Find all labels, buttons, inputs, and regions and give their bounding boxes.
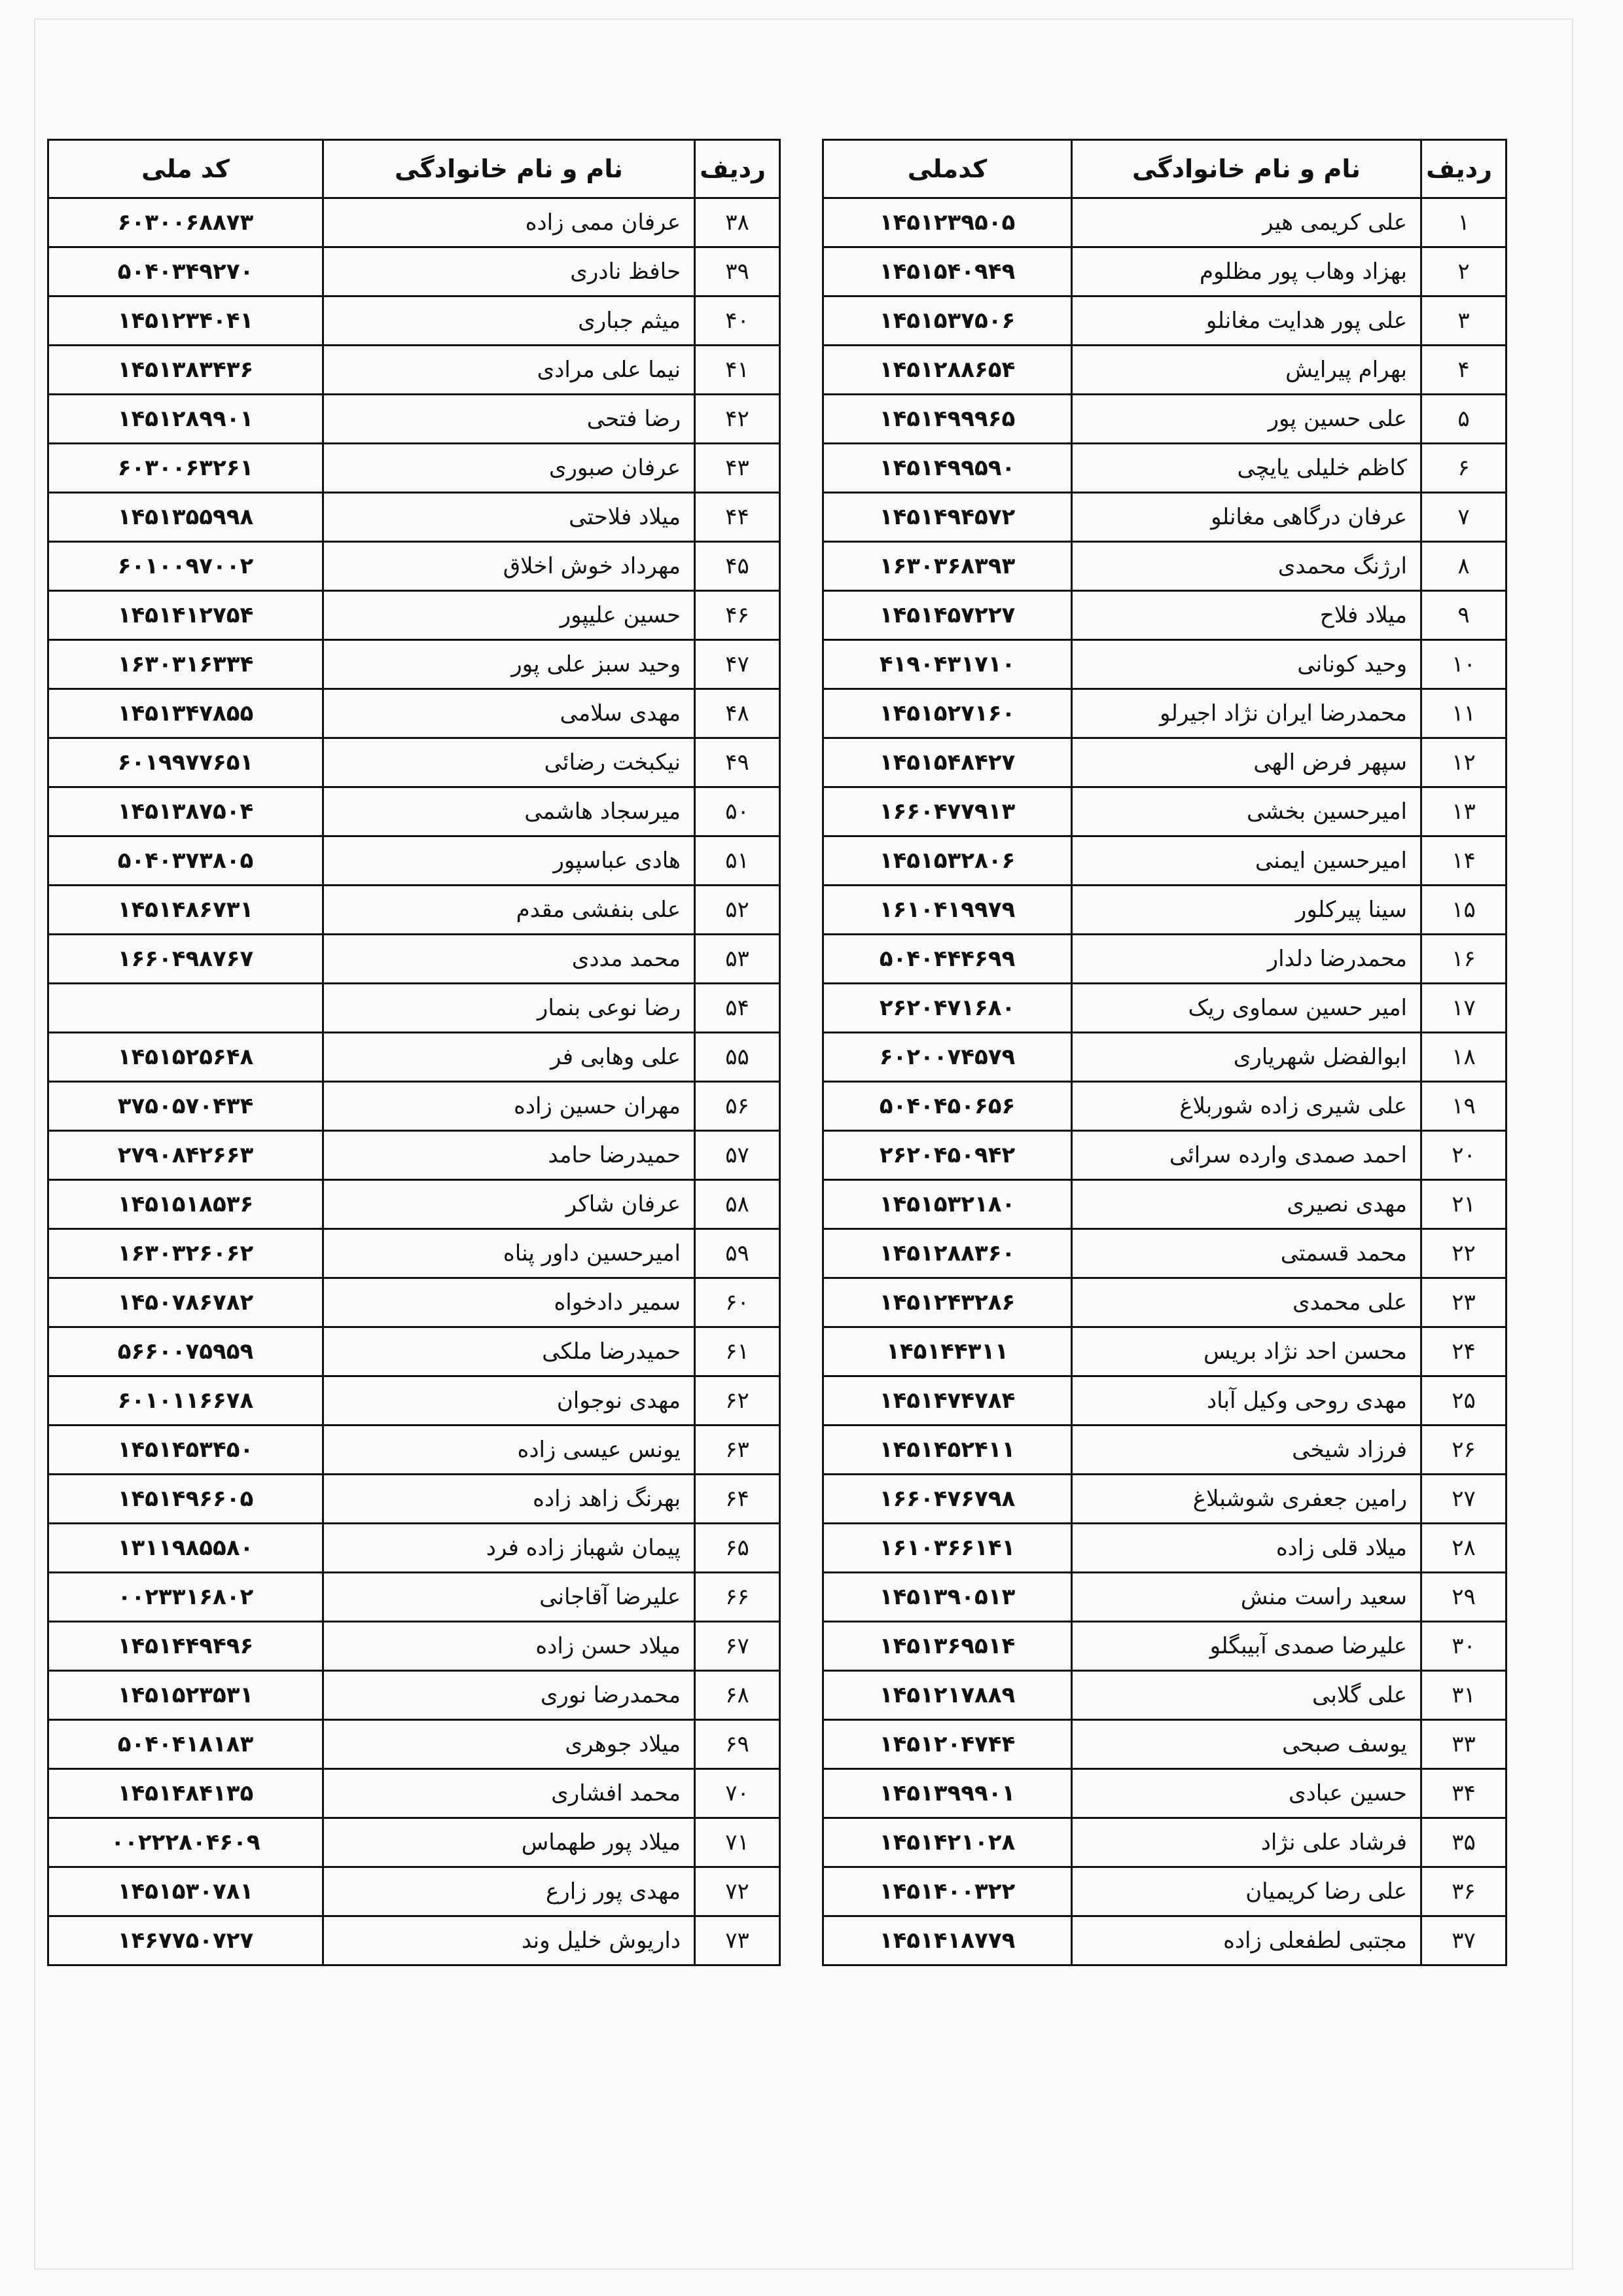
row-number-cell: ۵۲ [695,886,780,935]
row-number-cell: ۴۶ [695,591,780,640]
full-name-cell: ابوالفضل شهریاری [1072,1033,1421,1082]
row-number-cell: ۱۵ [1421,886,1507,935]
table-row [48,591,780,640]
row-number-cell: ۷۲ [695,1867,780,1916]
table-row [823,1671,1507,1720]
full-name-cell: یونس عیسی زاده [323,1426,695,1475]
row-number-cell: ۵۵ [695,1033,780,1082]
full-name-cell: حمیدرضا حامد [323,1131,695,1180]
row-number-cell: ۳۵ [1421,1818,1507,1867]
table-row [48,1131,780,1180]
full-name-cell: عرفان شاکر [323,1180,695,1229]
full-name-cell: علی کریمی هیر [1072,198,1421,247]
national-code-cell: ۶۰۲۰۰۷۴۵۷۹ [823,1033,1072,1082]
table-row [48,640,780,689]
table-row [823,689,1507,738]
full-name-cell: سمیر دادخواه [323,1278,695,1327]
table-row [823,1376,1507,1426]
national-code-cell: ۱۴۵۱۴۱۲۷۵۴ [48,591,323,640]
row-number-cell: ۱۳ [1421,787,1507,836]
row-number-cell: ۴۸ [695,689,780,738]
row-number-cell: ۴ [1421,346,1507,395]
roster-table-left [47,139,781,1966]
table-row [823,738,1507,787]
national-code-cell: ۱۴۵۱۴۵۷۲۲۷ [823,591,1072,640]
table-row [48,1475,780,1524]
row-number-cell: ۳۰ [1421,1622,1507,1671]
table-row [823,984,1507,1033]
table-row [823,444,1507,493]
row-number-cell: ۲۳ [1421,1278,1507,1327]
national-code-cell: ۱۴۵۱۲۰۴۷۴۴ [823,1720,1072,1769]
table-row [48,1033,780,1082]
national-code-cell: ۱۴۵۱۴۹۹۵۹۰ [823,444,1072,493]
row-number-cell: ۵ [1421,395,1507,444]
full-name-cell: پیمان شهباز زاده فرد [323,1524,695,1573]
national-code-cell: ۱۴۵۱۲۳۴۰۴۱ [48,296,323,346]
full-name-cell: رضا نوعی بنمار [323,984,695,1033]
row-number-cell: ۶۹ [695,1720,780,1769]
table-row [48,689,780,738]
national-code-cell: ۱۴۵۱۴۴۹۴۹۶ [48,1622,323,1671]
table-row [823,591,1507,640]
full-name-cell: علی بنفشی مقدم [323,886,695,935]
table-row [823,787,1507,836]
table-row [48,296,780,346]
table-row [823,1867,1507,1916]
row-number-cell: ۱۴ [1421,836,1507,886]
full-name-cell: بهرام پیرایش [1072,346,1421,395]
national-code-cell: ۲۶۲۰۴۷۱۶۸۰ [823,984,1072,1033]
national-code-cell: ۱۶۱۰۳۶۶۱۴۱ [823,1524,1072,1573]
row-number-cell: ۳۷ [1421,1916,1507,1965]
full-name-cell: علی شیری زاده شوربلاغ [1072,1082,1421,1131]
table-row [48,198,780,247]
row-number-cell: ۲۴ [1421,1327,1507,1376]
national-code-cell: ۱۴۵۱۳۴۷۸۵۵ [48,689,323,738]
national-code-cell: ۱۶۳۰۳۲۶۰۶۲ [48,1229,323,1278]
table-row [48,346,780,395]
row-number-cell: ۶۸ [695,1671,780,1720]
national-code-cell: ۱۴۵۱۳۶۹۵۱۴ [823,1622,1072,1671]
table-row [823,1622,1507,1671]
row-number-cell: ۶۳ [695,1426,780,1475]
national-code-cell: ۵۰۴۰۳۴۹۲۷۰ [48,247,323,296]
full-name-cell: کاظم خلیلی یایچی [1072,444,1421,493]
full-name-cell: مهدی روحی وکیل آباد [1072,1376,1421,1426]
full-name-cell: علی پور هدایت مغانلو [1072,296,1421,346]
header-national-code: کدملی [823,140,1072,198]
full-name-cell: احمد صمدی وارده سرائی [1072,1131,1421,1180]
roster-table-right [822,139,1507,1966]
table-row [48,1376,780,1426]
full-name-cell: مهدی نوجوان [323,1376,695,1426]
full-name-cell: بهزاد وهاب پور مظلوم [1072,247,1421,296]
full-name-cell: محمد افشاری [323,1769,695,1818]
full-name-cell: امیرحسین بخشی [1072,787,1421,836]
table-row [48,1278,780,1327]
national-code-cell: ۱۴۵۱۴۹۹۹۶۵ [823,395,1072,444]
row-number-cell: ۹ [1421,591,1507,640]
national-code-cell: ۱۴۵۱۳۹۹۹۰۱ [823,1769,1072,1818]
national-code-cell: ۱۴۵۱۴۹۴۵۷۲ [823,493,1072,542]
national-code-cell: ۱۴۵۱۴۸۴۱۳۵ [48,1769,323,1818]
national-code-cell: ۶۰۳۰۰۶۸۸۷۳ [48,198,323,247]
full-name-cell: سعید راست منش [1072,1573,1421,1622]
table-row [48,1720,780,1769]
table-row [48,493,780,542]
row-number-cell: ۶۲ [695,1376,780,1426]
national-code-cell: ۱۴۵۱۲۳۹۵۰۵ [823,198,1072,247]
full-name-cell: علیرضا صمدی آبیبگلو [1072,1622,1421,1671]
row-number-cell: ۵۹ [695,1229,780,1278]
table-row [48,542,780,591]
full-name-cell: بهرنگ زاهد زاده [323,1475,695,1524]
full-name-cell: عرفان صبوری [323,444,695,493]
row-number-cell: ۱۱ [1421,689,1507,738]
national-code-cell: ۱۴۵۱۲۸۹۹۰۱ [48,395,323,444]
table-row [48,1524,780,1573]
row-number-cell: ۶۶ [695,1573,780,1622]
row-number-cell: ۲۹ [1421,1573,1507,1622]
row-number-cell: ۸ [1421,542,1507,591]
table-row [823,1573,1507,1622]
table-row [48,738,780,787]
full-name-cell: سینا پیرکلور [1072,886,1421,935]
row-number-cell: ۴۲ [695,395,780,444]
full-name-cell: امیرحسین داور پناه [323,1229,695,1278]
full-name-cell: نیکبخت رضائی [323,738,695,787]
header-full-name: نام و نام خانوادگی [323,140,695,198]
full-name-cell: مهدی سلامی [323,689,695,738]
table-row [48,1818,780,1867]
full-name-cell: حافظ نادری [323,247,695,296]
table-row [48,247,780,296]
row-number-cell: ۷ [1421,493,1507,542]
full-name-cell: میلاد قلی زاده [1072,1524,1421,1573]
row-number-cell: ۱۹ [1421,1082,1507,1131]
row-number-cell: ۴۴ [695,493,780,542]
row-number-cell: ۶ [1421,444,1507,493]
row-number-cell: ۴۰ [695,296,780,346]
table-row [823,1180,1507,1229]
table-row [823,1818,1507,1867]
full-name-cell: حسین عبادی [1072,1769,1421,1818]
row-number-cell: ۲۰ [1421,1131,1507,1180]
table-row [823,1082,1507,1131]
row-number-cell: ۱۷ [1421,984,1507,1033]
table-row [823,1426,1507,1475]
national-code-cell: ۱۴۵۱۵۲۵۶۴۸ [48,1033,323,1082]
national-code-cell: ۱۴۵۱۳۸۷۵۰۴ [48,787,323,836]
national-code-cell: ۱۶۳۰۳۱۶۳۳۴ [48,640,323,689]
table-row [48,1327,780,1376]
table-row [823,836,1507,886]
row-number-cell: ۵۱ [695,836,780,886]
full-name-cell: محمد مددی [323,935,695,984]
national-code-cell: ۱۴۵۱۴۸۶۷۳۱ [48,886,323,935]
full-name-cell: مجتبی لطفعلی زاده [1072,1916,1421,1965]
table-row [823,1524,1507,1573]
table-row [823,1769,1507,1818]
national-code-cell: ۱۴۵۱۴۲۱۰۲۸ [823,1818,1072,1867]
row-number-cell: ۵۶ [695,1082,780,1131]
national-code-cell: ۵۰۴۰۴۵۰۶۵۶ [823,1082,1072,1131]
full-name-cell: مهدی نصیری [1072,1180,1421,1229]
row-number-cell: ۲۱ [1421,1180,1507,1229]
table-row [823,198,1507,247]
table-row [48,1769,780,1818]
full-name-cell: علی محمدی [1072,1278,1421,1327]
row-number-cell: ۲۷ [1421,1475,1507,1524]
row-number-cell: ۴۹ [695,738,780,787]
full-name-cell: میلاد فلاحتی [323,493,695,542]
row-number-cell: ۲۲ [1421,1229,1507,1278]
full-name-cell: مهدی پور زارع [323,1867,695,1916]
national-code-cell: ۱۴۵۱۲۸۸۳۶۰ [823,1229,1072,1278]
table-row [48,886,780,935]
national-code-cell: ۱۴۵۱۳۹۰۵۱۳ [823,1573,1072,1622]
full-name-cell: علی حسین پور [1072,395,1421,444]
table-row [48,1082,780,1131]
national-code-cell: ۱۴۵۱۵۲۳۵۳۱ [48,1671,323,1720]
row-number-cell: ۲ [1421,247,1507,296]
national-code-cell: ۱۴۵۱۴۷۴۷۸۴ [823,1376,1072,1426]
full-name-cell: محمد قسمتی [1072,1229,1421,1278]
national-code-cell: ۵۰۴۰۳۷۳۸۰۵ [48,836,323,886]
row-number-cell: ۷۱ [695,1818,780,1867]
full-name-cell: میثم جباری [323,296,695,346]
row-number-cell: ۴۵ [695,542,780,591]
national-code-cell: ۱۴۵۱۴۴۳۱۱ [823,1327,1072,1376]
table-row [823,935,1507,984]
full-name-cell: رضا فتحی [323,395,695,444]
full-name-cell: میلاد فلاح [1072,591,1421,640]
full-name-cell: فرزاد شیخی [1072,1426,1421,1475]
table-row [823,493,1507,542]
full-name-cell: رامین جعفری شوشبلاغ [1072,1475,1421,1524]
table-row [823,1475,1507,1524]
national-code-cell: ۱۶۱۰۴۱۹۹۷۹ [823,886,1072,935]
table-row [48,1671,780,1720]
full-name-cell: وحید سبز علی پور [323,640,695,689]
full-name-cell: علی گلابی [1072,1671,1421,1720]
table-row [823,395,1507,444]
row-number-cell: ۳۱ [1421,1671,1507,1720]
table-row [823,1229,1507,1278]
header-row-number: ردیف [1421,140,1507,198]
table-row [48,1426,780,1475]
table-row [48,1180,780,1229]
national-code-cell: ۱۴۵۱۴۹۶۶۰۵ [48,1475,323,1524]
row-number-cell: ۵۰ [695,787,780,836]
national-code-cell: ۴۱۹۰۴۳۱۷۱۰ [823,640,1072,689]
full-name-cell: محمدرضا دلدار [1072,935,1421,984]
header-row [48,140,780,198]
table-row [48,1229,780,1278]
national-code-cell: ۶۰۱۰۱۱۶۶۷۸ [48,1376,323,1426]
full-name-cell: امیر حسین سماوی ریک [1072,984,1421,1033]
national-code-cell: ۱۴۵۰۷۸۶۷۸۲ [48,1278,323,1327]
full-name-cell: مهران حسین زاده [323,1082,695,1131]
table-row [48,935,780,984]
national-code-cell: ۱۴۵۱۴۵۲۴۱۱ [823,1426,1072,1475]
table-row [48,444,780,493]
table-row [48,787,780,836]
full-name-cell: میلاد پور طهماس [323,1818,695,1867]
national-code-cell: ۱۶۶۰۴۷۷۹۱۳ [823,787,1072,836]
national-code-cell: ۶۰۳۰۰۶۳۲۶۱ [48,444,323,493]
row-number-cell: ۵۳ [695,935,780,984]
national-code-cell: ۱۴۶۷۷۵۰۷۲۷ [48,1916,323,1965]
national-code-cell: ۲۷۹۰۸۴۲۶۶۳ [48,1131,323,1180]
header-national-code: کد ملی [48,140,323,198]
national-code-cell: ۱۴۵۱۲۱۷۸۸۹ [823,1671,1072,1720]
table-row [823,1916,1507,1965]
full-name-cell: محمدرضا ایران نژاد اجیرلو [1072,689,1421,738]
row-number-cell: ۷۳ [695,1916,780,1965]
national-code-cell: ۰۰۲۲۲۸۰۴۶۰۹ [48,1818,323,1867]
table-row [823,1278,1507,1327]
national-code-cell: ۱۴۵۱۲۸۸۶۵۴ [823,346,1072,395]
row-number-cell: ۲۵ [1421,1376,1507,1426]
row-number-cell: ۶۰ [695,1278,780,1327]
row-number-cell: ۲۶ [1421,1426,1507,1475]
full-name-cell: میرسجاد هاشمی [323,787,695,836]
row-number-cell: ۶۱ [695,1327,780,1376]
full-name-cell: نیما علی مرادی [323,346,695,395]
national-code-cell: ۱۶۳۰۳۶۸۳۹۳ [823,542,1072,591]
table-row [48,1622,780,1671]
full-name-cell: یوسف صبحی [1072,1720,1421,1769]
national-code-cell: ۱۶۶۰۴۷۶۷۹۸ [823,1475,1072,1524]
full-name-cell: مهرداد خوش اخلاق [323,542,695,591]
national-code-cell: ۵۶۶۰۰۷۵۹۵۹ [48,1327,323,1376]
row-number-cell: ۱۰ [1421,640,1507,689]
row-number-cell: ۵۴ [695,984,780,1033]
full-name-cell: علی رضا کریمیان [1072,1867,1421,1916]
table-row [823,1131,1507,1180]
full-name-cell: داریوش خلیل وند [323,1916,695,1965]
table-row [823,247,1507,296]
header-row-number: ردیف [695,140,780,198]
table-row [48,1573,780,1622]
national-code-cell: ۱۴۵۱۵۱۸۵۳۶ [48,1180,323,1229]
national-code-cell: ۱۴۵۱۳۵۵۹۹۸ [48,493,323,542]
row-number-cell: ۳۳ [1421,1720,1507,1769]
table-row [48,984,780,1033]
full-name-cell: محسن احد نژاد بریس [1072,1327,1421,1376]
table-row [823,886,1507,935]
national-code-cell: ۶۰۱۰۰۹۷۰۰۲ [48,542,323,591]
full-name-cell: حسین علیپور [323,591,695,640]
full-name-cell: عرفان ممی زاده [323,198,695,247]
national-code-cell: ۱۴۵۱۵۳۲۱۸۰ [823,1180,1072,1229]
national-code-cell: ۱۴۵۱۵۴۸۴۲۷ [823,738,1072,787]
table-row [823,1327,1507,1376]
national-code-cell: ۱۴۵۱۴۱۸۷۷۹ [823,1916,1072,1965]
national-code-cell: ۱۴۵۱۳۸۳۴۳۶ [48,346,323,395]
row-number-cell: ۱۶ [1421,935,1507,984]
national-code-cell: ۱۴۵۱۵۲۷۱۶۰ [823,689,1072,738]
row-number-cell: ۶۵ [695,1524,780,1573]
row-number-cell: ۱۸ [1421,1033,1507,1082]
full-name-cell: وحید کونانی [1072,640,1421,689]
national-code-cell: ۱۴۵۱۵۳۲۸۰۶ [823,836,1072,886]
row-number-cell: ۴۳ [695,444,780,493]
national-code-cell: ۱۴۵۱۵۳۷۵۰۶ [823,296,1072,346]
full-name-cell: علیرضا آقاجانی [323,1573,695,1622]
header-row [823,140,1507,198]
row-number-cell: ۳۹ [695,247,780,296]
table-row [48,395,780,444]
row-number-cell: ۱ [1421,198,1507,247]
row-number-cell: ۴۱ [695,346,780,395]
row-number-cell: ۶۷ [695,1622,780,1671]
table-row [48,1867,780,1916]
table-row [823,346,1507,395]
full-name-cell: عرفان درگاهی مغانلو [1072,493,1421,542]
national-code-cell: ۲۶۲۰۴۵۰۹۴۲ [823,1131,1072,1180]
full-name-cell: میلاد جوهری [323,1720,695,1769]
row-number-cell: ۳۶ [1421,1867,1507,1916]
full-name-cell: امیرحسین ایمنی [1072,836,1421,886]
national-code-cell: ۳۷۵۰۵۷۰۴۳۴ [48,1082,323,1131]
national-code-cell: ۱۳۱۱۹۸۵۵۸۰ [48,1524,323,1573]
national-code-cell: ۱۴۵۱۲۴۳۲۸۶ [823,1278,1072,1327]
row-number-cell: ۵۸ [695,1180,780,1229]
table-row [48,1916,780,1965]
national-code-cell: ۱۴۵۱۵۳۰۷۸۱ [48,1867,323,1916]
table-row [823,640,1507,689]
national-code-cell: ۱۴۵۱۴۰۰۳۲۲ [823,1867,1072,1916]
national-code-cell: ۱۴۵۱۵۴۰۹۴۹ [823,247,1072,296]
full-name-cell: هادی عباسپور [323,836,695,886]
full-name-cell: محمدرضا نوری [323,1671,695,1720]
row-number-cell: ۵۷ [695,1131,780,1180]
full-name-cell: حمیدرضا ملکی [323,1327,695,1376]
full-name-cell: میلاد حسن زاده [323,1622,695,1671]
national-code-cell [48,984,323,1033]
row-number-cell: ۱۲ [1421,738,1507,787]
row-number-cell: ۳۸ [695,198,780,247]
national-code-cell: ۶۰۱۹۹۷۷۶۵۱ [48,738,323,787]
full-name-cell: فرشاد علی نژاد [1072,1818,1421,1867]
row-number-cell: ۴۷ [695,640,780,689]
full-name-cell: علی وهابی فر [323,1033,695,1082]
national-code-cell: ۰۰۲۳۳۱۶۸۰۲ [48,1573,323,1622]
row-number-cell: ۳ [1421,296,1507,346]
table-row [48,836,780,886]
row-number-cell: ۶۴ [695,1475,780,1524]
full-name-cell: سپهر فرض الهی [1072,738,1421,787]
header-full-name: نام و نام خانوادگی [1072,140,1421,198]
table-row [823,296,1507,346]
full-name-cell: ارژنگ محمدی [1072,542,1421,591]
table-row [823,1033,1507,1082]
row-number-cell: ۳۴ [1421,1769,1507,1818]
national-code-cell: ۱۴۵۱۴۵۳۴۵۰ [48,1426,323,1475]
national-code-cell: ۵۰۴۰۴۱۸۱۸۳ [48,1720,323,1769]
row-number-cell: ۷۰ [695,1769,780,1818]
national-code-cell: ۱۶۶۰۴۹۸۷۶۷ [48,935,323,984]
table-row [823,542,1507,591]
row-number-cell: ۲۸ [1421,1524,1507,1573]
table-row [823,1720,1507,1769]
national-code-cell: ۵۰۴۰۴۴۴۶۹۹ [823,935,1072,984]
